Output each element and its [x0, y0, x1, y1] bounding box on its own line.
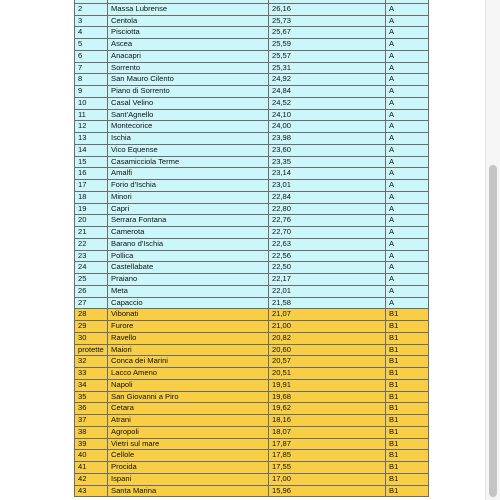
rank-cell: 5 — [75, 39, 108, 51]
score-cell: 23,01 — [269, 180, 386, 192]
class-cell: A — [386, 215, 429, 227]
rank-cell: 11 — [75, 109, 108, 121]
table-row — [75, 50, 429, 62]
table-row — [75, 274, 429, 286]
rank-cell: 43 — [75, 485, 108, 497]
score-cell: 17,00 — [269, 473, 386, 485]
class-cell: B1 — [386, 391, 429, 403]
table-row — [75, 62, 429, 74]
score-cell: 17,85 — [269, 450, 386, 462]
name-cell: Serrara Fontana — [108, 215, 269, 227]
rank-cell: 42 — [75, 473, 108, 485]
table-row — [75, 368, 429, 380]
rank-cell: 9 — [75, 86, 108, 98]
rank-cell: 10 — [75, 97, 108, 109]
class-cell: A — [386, 285, 429, 297]
table-row — [75, 309, 429, 321]
name-cell: Casamicciola Terme — [108, 156, 269, 168]
class-cell: A — [386, 97, 429, 109]
score-cell: 18,07 — [269, 426, 386, 438]
name-cell: Forio d'Ischia — [108, 180, 269, 192]
rank-cell: 28 — [75, 309, 108, 321]
score-cell: 17,87 — [269, 438, 386, 450]
score-cell: 20,82 — [269, 332, 386, 344]
score-cell: 24,52 — [269, 97, 386, 109]
score-cell: 22,76 — [269, 215, 386, 227]
class-cell: A — [386, 262, 429, 274]
name-cell: Santa Marina — [108, 485, 269, 497]
rank-cell: 22 — [75, 238, 108, 250]
name-cell: Vietri sul mare — [108, 438, 269, 450]
name-cell: Lacco Ameno — [108, 368, 269, 380]
class-cell: A — [386, 297, 429, 309]
score-cell: 17,55 — [269, 462, 386, 474]
score-cell: 20,51 — [269, 368, 386, 380]
class-cell: A — [386, 250, 429, 262]
table-row — [75, 27, 429, 39]
table-row — [75, 227, 429, 239]
score-cell: 21,58 — [269, 297, 386, 309]
rank-cell: 20 — [75, 215, 108, 227]
name-cell: Anacapri — [108, 50, 269, 62]
ranking-table — [74, 0, 429, 497]
name-cell: Capri — [108, 203, 269, 215]
class-cell: A — [386, 121, 429, 133]
score-cell: 22,80 — [269, 203, 386, 215]
table-row — [75, 426, 429, 438]
table-row — [75, 203, 429, 215]
rank-cell: 27 — [75, 297, 108, 309]
name-cell: Casal Velino — [108, 97, 269, 109]
table-row — [75, 462, 429, 474]
rank-cell: 36 — [75, 403, 108, 415]
name-cell: San Mauro Cilento — [108, 74, 269, 86]
vertical-scrollbar[interactable] — [485, 0, 500, 500]
rank-cell: 30 — [75, 332, 108, 344]
table-row — [75, 180, 429, 192]
class-cell: B1 — [386, 485, 429, 497]
table-row — [75, 191, 429, 203]
table-row — [75, 15, 429, 27]
name-cell: Maiori — [108, 344, 269, 356]
table-row — [75, 3, 429, 15]
rank-cell: 6 — [75, 50, 108, 62]
rank-cell: 7 — [75, 62, 108, 74]
score-cell: 24,00 — [269, 121, 386, 133]
table-row — [75, 121, 429, 133]
score-cell: 21,07 — [269, 309, 386, 321]
score-cell: 23,60 — [269, 144, 386, 156]
name-cell: Procida — [108, 462, 269, 474]
rank-cell: 23 — [75, 250, 108, 262]
table-row — [75, 109, 429, 121]
rank-cell: 25 — [75, 274, 108, 286]
class-cell: A — [386, 238, 429, 250]
ranking-table-body — [75, 0, 429, 497]
score-cell: 19,62 — [269, 403, 386, 415]
class-cell: B1 — [386, 415, 429, 427]
name-cell: Cellole — [108, 450, 269, 462]
score-cell: 22,56 — [269, 250, 386, 262]
class-cell: A — [386, 191, 429, 203]
class-cell: B1 — [386, 368, 429, 380]
rank-cell: protette — [75, 344, 108, 356]
rank-cell: 26 — [75, 285, 108, 297]
class-cell: B1 — [386, 426, 429, 438]
rank-cell: 39 — [75, 438, 108, 450]
rank-cell: 17 — [75, 180, 108, 192]
rank-cell: 41 — [75, 462, 108, 474]
name-cell: Montecorice — [108, 121, 269, 133]
name-cell: Centola — [108, 15, 269, 27]
name-cell: Conca dei Marini — [108, 356, 269, 368]
name-cell: Cetara — [108, 403, 269, 415]
score-cell: 22,63 — [269, 238, 386, 250]
name-cell: Agropoli — [108, 426, 269, 438]
class-cell: B1 — [386, 438, 429, 450]
table-row — [75, 297, 429, 309]
score-cell: 19,91 — [269, 379, 386, 391]
class-cell: A — [386, 144, 429, 156]
table-row — [75, 403, 429, 415]
name-cell: Capaccio — [108, 297, 269, 309]
name-cell: Pollica — [108, 250, 269, 262]
class-cell: A — [386, 168, 429, 180]
class-cell: B1 — [386, 379, 429, 391]
table-row — [75, 133, 429, 145]
name-cell: Amalfi — [108, 168, 269, 180]
table-row — [75, 86, 429, 98]
rank-cell: 35 — [75, 391, 108, 403]
score-cell: 26,16 — [269, 3, 386, 15]
class-cell: B1 — [386, 462, 429, 474]
score-cell: 23,35 — [269, 156, 386, 168]
class-cell: A — [386, 74, 429, 86]
table-row — [75, 168, 429, 180]
rank-cell: 38 — [75, 426, 108, 438]
score-cell: 15,96 — [269, 485, 386, 497]
class-cell: A — [386, 3, 429, 15]
rank-cell: 13 — [75, 133, 108, 145]
class-cell: A — [386, 180, 429, 192]
rank-cell: 21 — [75, 227, 108, 239]
class-cell: A — [386, 27, 429, 39]
class-cell: A — [386, 50, 429, 62]
class-cell: A — [386, 274, 429, 286]
name-cell: San Giovanni a Piro — [108, 391, 269, 403]
name-cell: Ascea — [108, 39, 269, 51]
name-cell: Vibonati — [108, 309, 269, 321]
class-cell: A — [386, 39, 429, 51]
table-row — [75, 473, 429, 485]
name-cell: Castellabate — [108, 262, 269, 274]
rank-cell: 3 — [75, 15, 108, 27]
score-cell: 25,73 — [269, 15, 386, 27]
table-row — [75, 321, 429, 333]
class-cell: B1 — [386, 309, 429, 321]
class-cell: A — [386, 133, 429, 145]
rank-cell: 18 — [75, 191, 108, 203]
score-cell: 22,70 — [269, 227, 386, 239]
rank-cell: 37 — [75, 415, 108, 427]
name-cell: Vico Equense — [108, 144, 269, 156]
score-cell: 25,67 — [269, 27, 386, 39]
table-row — [75, 379, 429, 391]
table-row — [75, 391, 429, 403]
table-row — [75, 215, 429, 227]
rank-cell: 19 — [75, 203, 108, 215]
score-cell: 24,92 — [269, 74, 386, 86]
class-cell: A — [386, 109, 429, 121]
name-cell: Sant'Agnello — [108, 109, 269, 121]
table-row — [75, 485, 429, 497]
score-cell: 22,17 — [269, 274, 386, 286]
name-cell: Barano d'Ischia — [108, 238, 269, 250]
name-cell: Ischia — [108, 133, 269, 145]
class-cell: B1 — [386, 473, 429, 485]
score-cell: 23,14 — [269, 168, 386, 180]
rank-cell: 4 — [75, 27, 108, 39]
name-cell: Napoli — [108, 379, 269, 391]
class-cell: B1 — [386, 321, 429, 333]
class-cell: A — [386, 156, 429, 168]
score-cell: 24,84 — [269, 86, 386, 98]
rank-cell: 2 — [75, 3, 108, 15]
table-row — [75, 450, 429, 462]
name-cell: Camerota — [108, 227, 269, 239]
name-cell: Atrani — [108, 415, 269, 427]
score-cell: 24,10 — [269, 109, 386, 121]
rank-cell: 12 — [75, 121, 108, 133]
name-cell: Furore — [108, 321, 269, 333]
table-row — [75, 262, 429, 274]
score-cell: 18,16 — [269, 415, 386, 427]
table-row — [75, 144, 429, 156]
score-cell: 20,57 — [269, 356, 386, 368]
scrollbar-thumb[interactable] — [489, 165, 497, 497]
table-row — [75, 332, 429, 344]
score-cell: 22,01 — [269, 285, 386, 297]
rank-cell: 24 — [75, 262, 108, 274]
table-row — [75, 356, 429, 368]
score-cell: 25,31 — [269, 62, 386, 74]
table-row — [75, 97, 429, 109]
rank-cell: 32 — [75, 356, 108, 368]
name-cell: Ispani — [108, 473, 269, 485]
name-cell: Ravello — [108, 332, 269, 344]
class-cell: A — [386, 15, 429, 27]
rank-cell: 14 — [75, 144, 108, 156]
class-cell: A — [386, 203, 429, 215]
table-row — [75, 344, 429, 356]
score-cell: 21,00 — [269, 321, 386, 333]
score-cell: 22,84 — [269, 191, 386, 203]
score-cell: 25,59 — [269, 39, 386, 51]
rank-cell: 34 — [75, 379, 108, 391]
class-cell: B1 — [386, 403, 429, 415]
score-cell: 25,57 — [269, 50, 386, 62]
name-cell: Pisciotta — [108, 27, 269, 39]
name-cell: Minori — [108, 191, 269, 203]
class-cell: A — [386, 227, 429, 239]
rank-cell: 16 — [75, 168, 108, 180]
table-row — [75, 39, 429, 51]
class-cell: A — [386, 62, 429, 74]
rank-cell: 33 — [75, 368, 108, 380]
table-row — [75, 285, 429, 297]
class-cell: B1 — [386, 344, 429, 356]
class-cell: B1 — [386, 356, 429, 368]
name-cell: Piano di Sorrento — [108, 86, 269, 98]
table-row — [75, 238, 429, 250]
table-row — [75, 250, 429, 262]
score-cell: 20,60 — [269, 344, 386, 356]
name-cell: Praiano — [108, 274, 269, 286]
score-cell: 22,50 — [269, 262, 386, 274]
score-cell: 23,98 — [269, 133, 386, 145]
table-row — [75, 156, 429, 168]
name-cell: Sorrento — [108, 62, 269, 74]
rank-cell: 15 — [75, 156, 108, 168]
score-cell: 19,68 — [269, 391, 386, 403]
rank-cell: 40 — [75, 450, 108, 462]
class-cell: A — [386, 86, 429, 98]
name-cell: Meta — [108, 285, 269, 297]
rank-cell: 29 — [75, 321, 108, 333]
table-row — [75, 438, 429, 450]
name-cell: Massa Lubrense — [108, 3, 269, 15]
table-row — [75, 74, 429, 86]
class-cell: B1 — [386, 332, 429, 344]
table-row — [75, 415, 429, 427]
rank-cell: 8 — [75, 74, 108, 86]
class-cell: B1 — [386, 450, 429, 462]
